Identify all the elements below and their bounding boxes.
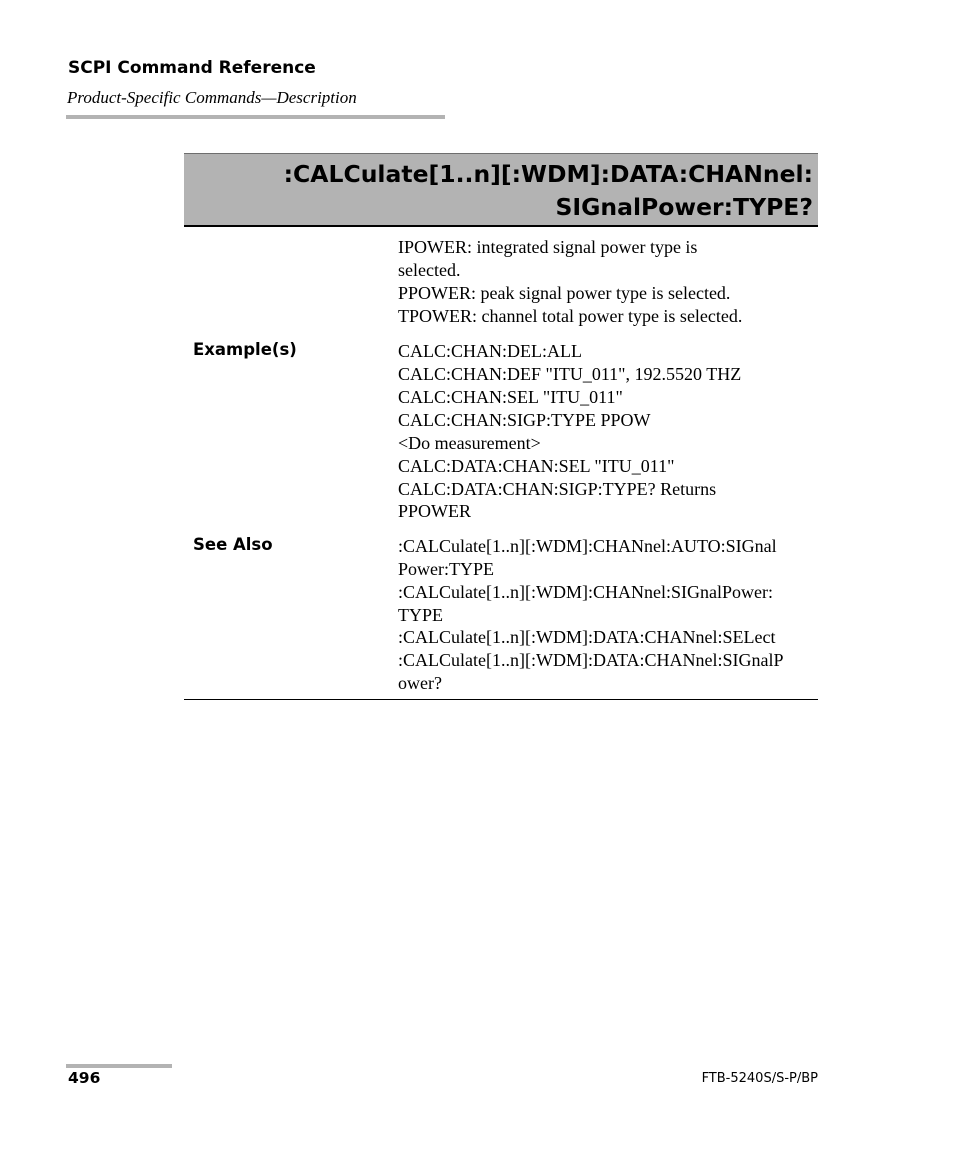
see-also-link: Power:TYPE (398, 559, 494, 579)
example-line: CALC:CHAN:DEF "ITU_011", 192.5520 THZ (398, 364, 742, 384)
example-line: <Do measurement> (398, 433, 541, 453)
command-title-line-1: :CALCulate[1..n][:WDM]:DATA:CHANnel: (283, 160, 813, 188)
see-also-link: :CALCulate[1..n][:WDM]:DATA:CHANnel:SELect (398, 627, 776, 647)
example-line: CALC:DATA:CHAN:SIGP:TYPE? Returns (398, 479, 717, 499)
running-header-title: SCPI Command Reference (68, 58, 316, 78)
example-line: CALC:CHAN:SIGP:TYPE PPOW (398, 410, 651, 430)
product-name: FTB-5240S/S-P/BP (701, 1071, 818, 1086)
description-line: selected. (398, 260, 461, 280)
example-line: PPOWER (398, 501, 472, 521)
example-line: CALC:CHAN:SEL "ITU_011" (398, 387, 623, 407)
see-also-link: :CALCulate[1..n][:WDM]:CHANnel:AUTO:SIGnal (398, 536, 777, 556)
description-line: TPOWER: channel total power type is selected. (398, 306, 743, 326)
command-heading-box (184, 153, 818, 227)
description-line: IPOWER: integrated signal power type is (398, 237, 698, 257)
page-number: 496 (68, 1069, 101, 1087)
description-line: PPOWER: peak signal power type is selected. (398, 283, 731, 303)
table-bottom-rule (184, 699, 818, 700)
command-title-line-2: SIGnalPower:TYPE? (555, 193, 813, 221)
examples-label: Example(s) (193, 340, 297, 359)
see-also-link: :CALCulate[1..n][:WDM]:CHANnel:SIGnalPower: (398, 582, 773, 602)
see-also-link: ower? (398, 673, 442, 693)
header-rule (66, 115, 445, 119)
example-line: CALC:DATA:CHAN:SEL "ITU_011" (398, 456, 675, 476)
command-title (284, 158, 813, 224)
see-also-label: See Also (193, 535, 273, 554)
see-also-link: :CALCulate[1..n][:WDM]:DATA:CHANnel:SIGnalP (398, 650, 784, 670)
see-also-link: TYPE (398, 605, 443, 625)
example-line: CALC:CHAN:DEL:ALL (398, 341, 582, 361)
running-header-subtitle: Product-Specific Commands—Description (67, 88, 357, 107)
footer-rule (66, 1064, 172, 1068)
